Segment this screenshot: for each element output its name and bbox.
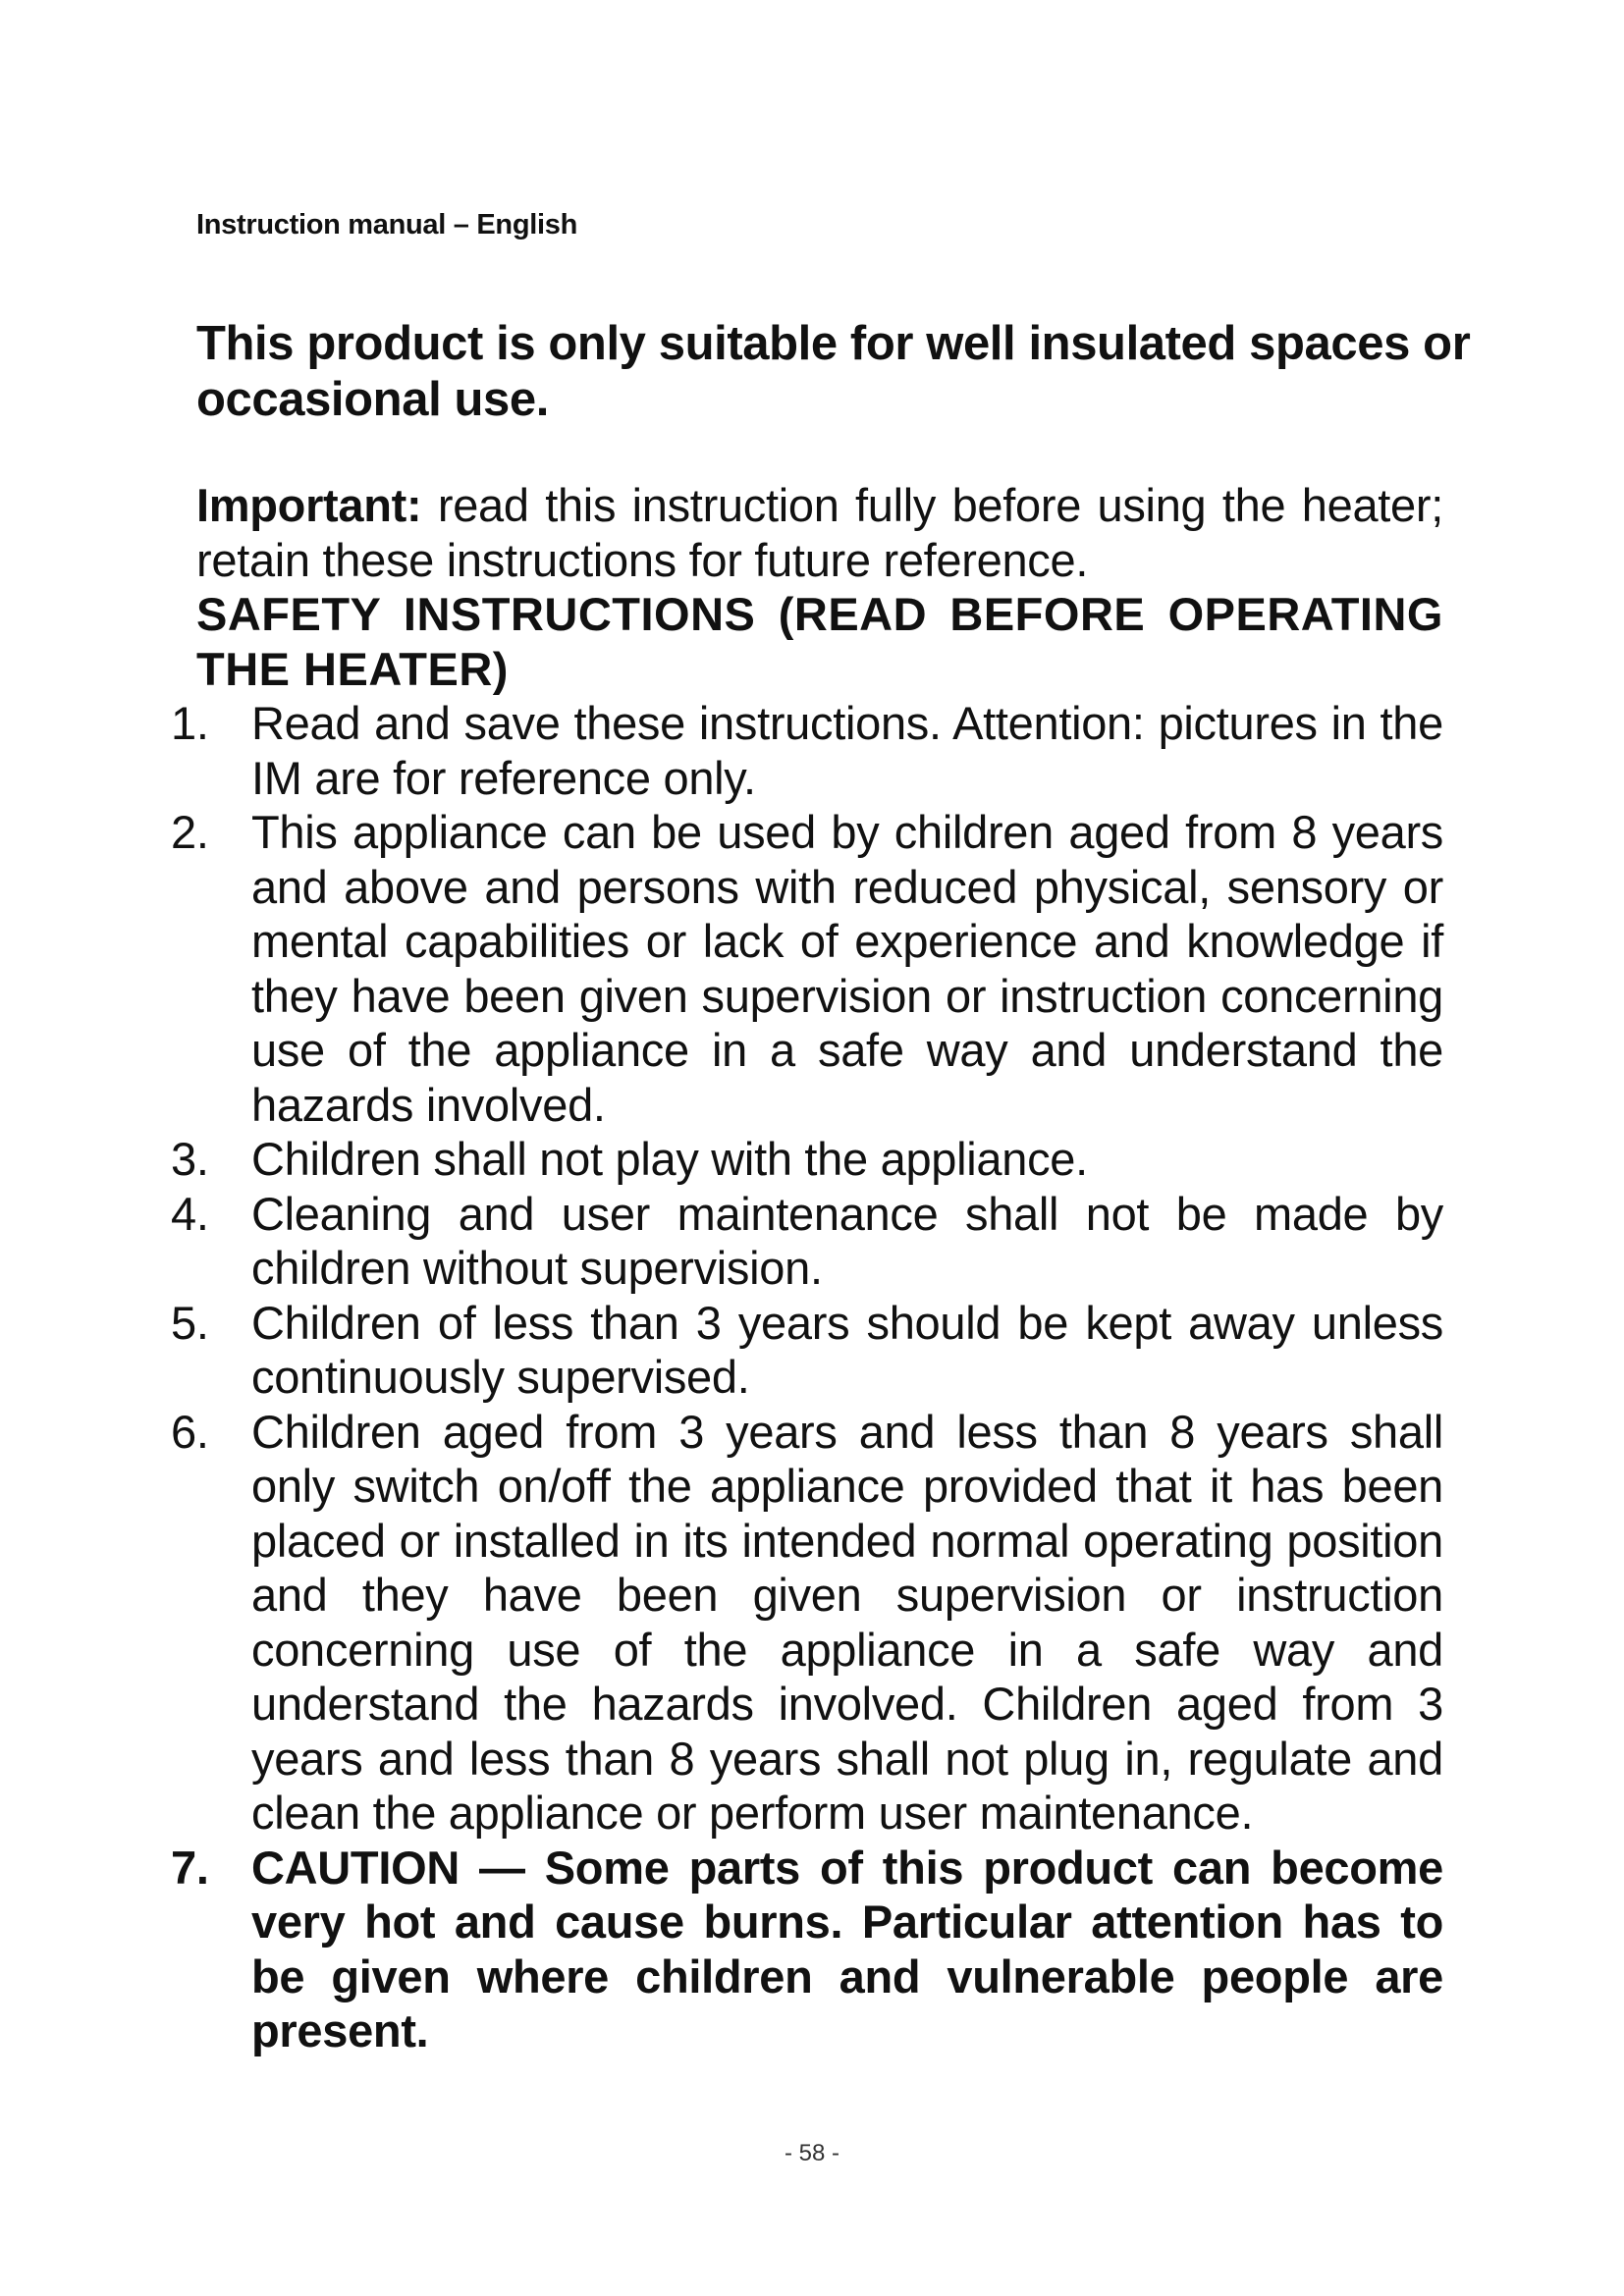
list-item [171,1405,1443,1841]
list-item-text: Children shall not play with the appliance. [251,1133,1088,1185]
manual-content [171,478,1443,2058]
important-text: read this instruction fully before using the heater; retain these instructions for future reference. [196,479,1443,586]
list-item-text: Children of less than 3 years should be kept away unless continuously supervised. [251,1296,1443,1403]
list-item-number: 1. [171,697,209,749]
list-item-text: Read and save these instructions. Attention: pictures in the IM are for reference only. [251,697,1443,804]
document-header-label: Instruction manual – English [196,209,577,240]
safety-instructions-list [171,696,1443,2058]
list-item-text: Children aged from 3 years and less than 8 years shall only switch on/off the appliance provided that it has been placed or installed in its intended normal operating position and they have been given supervision or instruction concerning use of the appliance in a safe way and understand the hazards involved. Children aged from 3 years and less than 8 years shall not plug in, regulate and clean the appliance or perform user maintenance. [251,1405,1443,1839]
suitability-warning: This product is only suitable for well insulated spaces or occasional use. [196,317,1471,426]
list-item [171,1132,1443,1187]
list-item-number: 5. [171,1296,209,1349]
safety-instructions-heading: SAFETY INSTRUCTIONS (READ BEFORE OPERATING THE HEATER) [196,588,1443,695]
list-item [171,1296,1443,1405]
page-number: - 58 - [784,2140,839,2166]
list-item-text: Cleaning and user maintenance shall not be made by children without supervision. [251,1187,1443,1294]
list-item [171,805,1443,1132]
list-item [171,1187,1443,1296]
list-item-number: 2. [171,806,209,858]
list-item-text: CAUTION — Some parts of this product can become very hot and cause burns. Particular attention has to be given where children and vulnerable people are present. [251,1841,1443,2056]
caution-list-item [171,1841,1443,2058]
list-item-number: 7. [171,1841,209,1894]
list-item-number: 3. [171,1133,209,1185]
list-item [171,696,1443,805]
important-label: Important: [196,479,422,531]
list-item-text: This appliance can be used by children aged from 8 years and above and persons with reduced physical, sensory or mental capabilities or lack of experience and knowledge if they have been given supervision or instruction concerning use of the appliance in a safe way and understand the hazards involved. [251,806,1443,1131]
important-paragraph [196,478,1443,587]
list-item-number: 4. [171,1187,209,1240]
list-item-number: 6. [171,1405,209,1458]
